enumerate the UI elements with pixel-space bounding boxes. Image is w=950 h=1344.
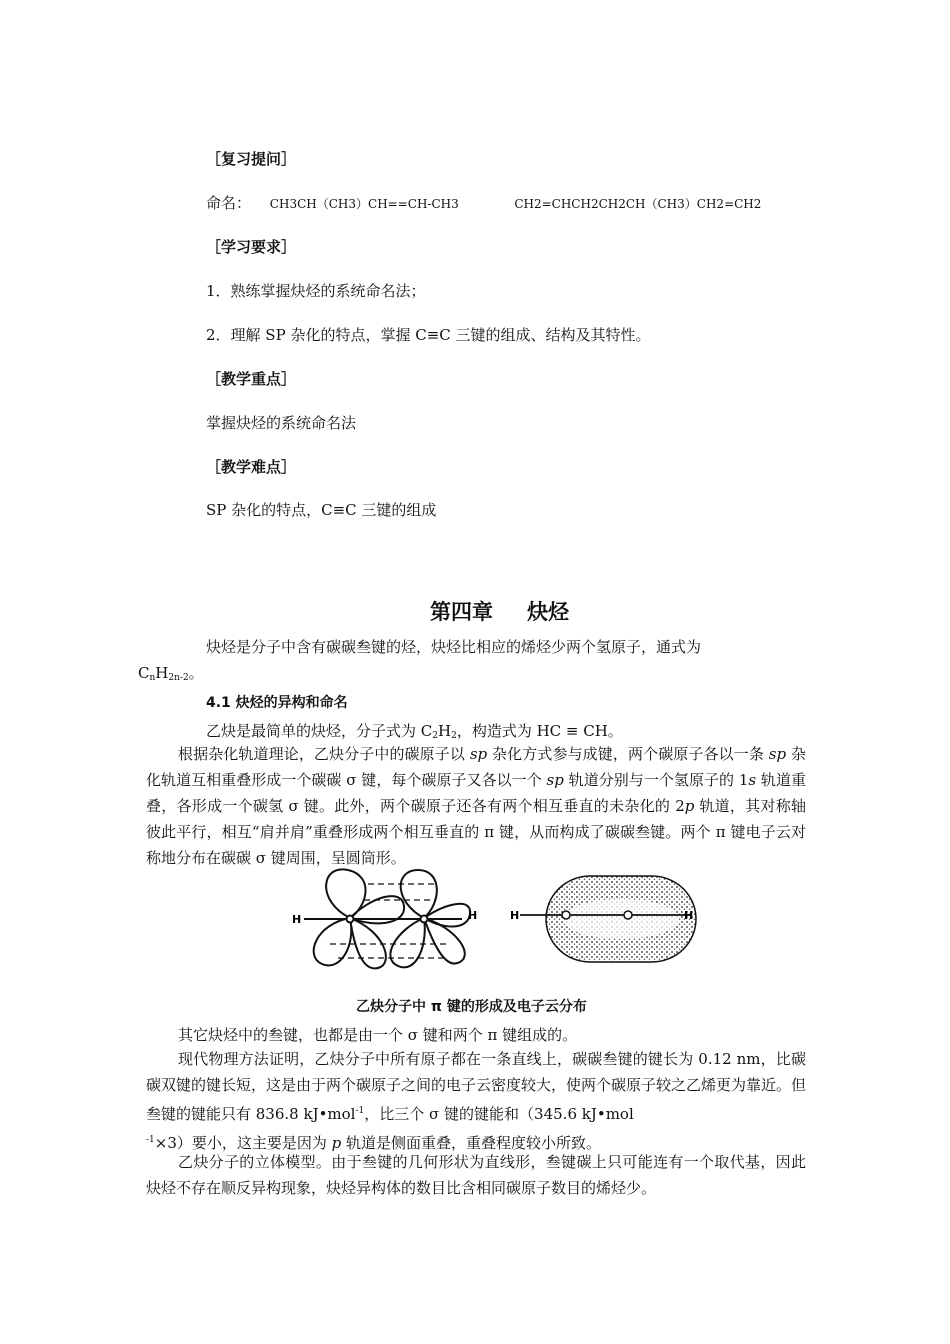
carbon-atom-1 [347,916,354,923]
difficulties-heading: ［教学难点］ [206,458,297,476]
lobe-right-2 [424,904,470,927]
section-title: 4.1 炔烃的异构和命名 [206,695,348,711]
key-points-heading: ［教学重点］ [206,370,297,388]
chapter-intro: 炔烃是分子中含有碳碳叁键的烃，炔烃比相应的烯烃少两个氢原子，通式为 $C_nH_{2n-2}$。 [138,638,702,683]
acetylene-pi-bond-figure [276,866,716,978]
h-label-left-1: H [292,913,302,926]
electron-cloud-diagram [520,876,696,962]
lobe-lower-left [314,918,352,965]
formula-2: CH2=CHCH2CH2CH（CH3）CH2=CH2 [514,197,762,211]
carbon-atom-2 [421,916,428,923]
h-label-right-1: H [468,909,478,922]
pi-orbital-diagram [304,869,470,968]
naming-line [206,192,761,213]
paragraph-2: 根据杂化轨道理论，乙炔分子中的碳原子以 sp 杂化方式参与成键，两个碳原子各以一条 sp 杂化轨道互相重叠形成一个碳碳 σ 键，每个碳原子又各以一个 sp 轨道分别与一个氢原子的 1s 轨道重叠，各形成一个碳氢 σ 键。此外，两个碳原子还各有两个相互垂直的未杂化的 2p 轨道，其对称轴彼此平行，相互“肩并肩”重叠形成两个相互垂直的 π 键，从而构成了碳碳叁键。两个 π 键电子云对称地分布在碳碳 σ 键周围，呈圆筒形。 [146,745,806,867]
review-heading: ［复习提问］ [206,150,297,168]
chapter-title-name: 炔烃 [527,600,569,624]
naming-label: 命名： [206,194,252,212]
requirement-item-2: 2．理解 SP 杂化的特点，掌握 C≡C 三键的组成、结构及其特性。 [206,326,651,344]
lobe-upper-right [401,870,437,918]
paragraph-1: 乙炔是最简单的炔烃，分子式为 $C_2H_2$，构造式为 HC ≡ CH。 [206,722,623,741]
lobe-lower-2 [390,918,424,967]
difficulties-text: SP 杂化的特点，C≡C 三键的组成 [206,501,437,519]
paragraph-3: 其它炔烃中的叁键，也都是由一个 σ 键和两个 π 键组成的。 [178,1026,578,1044]
requirement-item-1: 1．熟练掌握炔烃的系统命名法； [206,282,426,300]
key-points-text: 掌握炔烃的系统命名法 [206,414,357,432]
chapter-title [430,596,569,626]
lobe-lower-1 [350,918,386,968]
formula-1: CH3CH（CH3）CH==CH-CH3 [269,197,459,211]
figure-caption: 乙炔分子中 π 键的形成及电子云分布 [356,999,587,1015]
h-label-right-2: H [684,909,694,922]
h-label-left-2: H [510,909,520,922]
paragraph-4: 现代物理方法证明，乙炔分子中所有原子都在一条直线上，碳碳叁键的键长为 0.12 nm，比碳碳双键的键长短，这是由于两个碳原子之间的电子云密度较大，使两个碳原子较之乙烯更为靠近。但叁键的键能只有 836.8 kJ•mol$^{-1}$，比三个 σ 键的键能和（345.6 kJ•mol $^{-1}$×3）要小，这主要是因为 p 轨道是侧面重叠，重叠程度较小所致。 [146,1050,807,1152]
requirements-heading: ［学习要求］ [206,238,297,256]
paragraph-5: 乙炔分子的立体模型。由于叁键的几何形状为直线形，叁键碳上只可能连有一个取代基，因此炔烃不存在顺反异构现象，炔烃异构体的数目比含相同碳原子数目的烯烃少。 [146,1153,806,1197]
chapter-title-number: 第四章 [430,600,493,624]
